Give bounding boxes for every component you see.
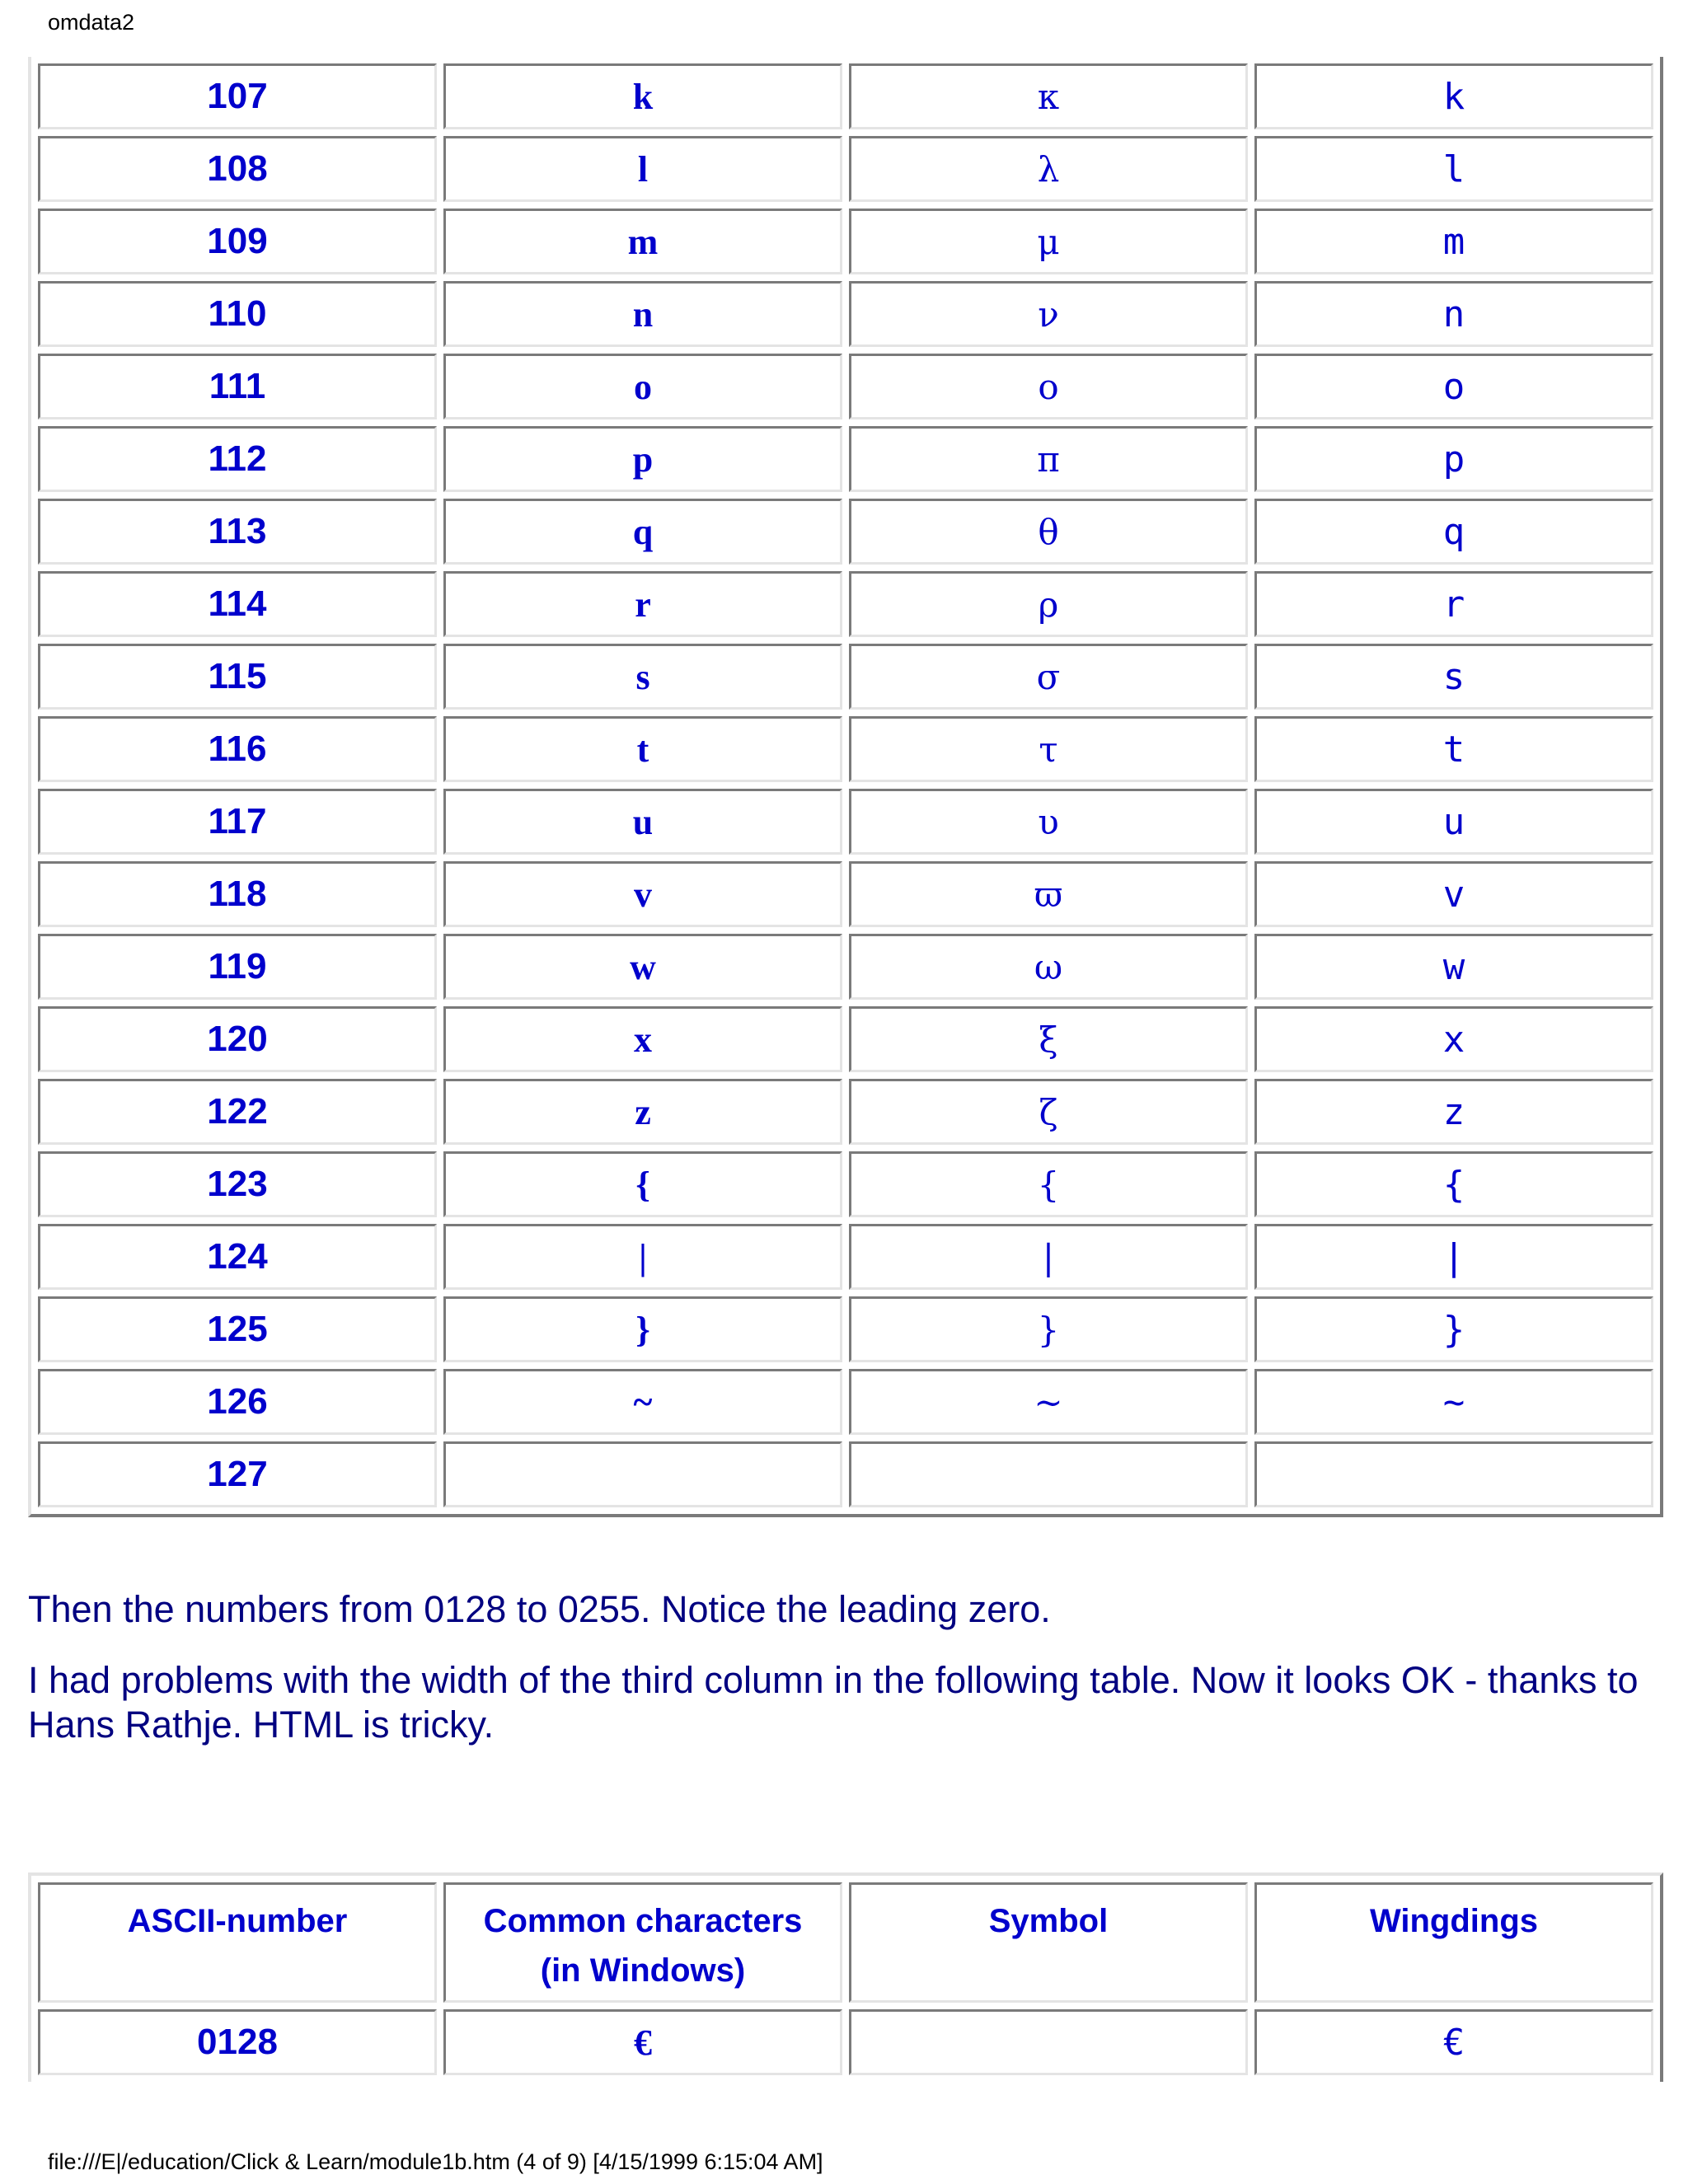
common-char-cell: s — [443, 644, 842, 710]
table-row — [38, 644, 1653, 710]
common-char-cell: m — [443, 209, 842, 274]
wingdings-char-cell: u — [1254, 789, 1653, 855]
ascii-number-cell: 110 — [38, 281, 437, 347]
header-wingdings — [1254, 1882, 1653, 2003]
table-row — [38, 354, 1653, 419]
ascii-number-cell: 124 — [38, 1224, 437, 1290]
common-char-cell: r — [443, 571, 842, 637]
symbol-char-cell: σ — [849, 644, 1248, 710]
wingdings-char-cell: r — [1254, 571, 1653, 637]
wingdings-char-cell: x — [1254, 1006, 1653, 1072]
table-row — [38, 2009, 1653, 2075]
wingdings-char-cell: k — [1254, 63, 1653, 129]
page-footer: file:///E|/education/Click & Learn/module1b.htm (4 of 9) [4/15/1999 6:15:04 AM] — [48, 2149, 823, 2174]
symbol-char-cell: υ — [849, 789, 1248, 855]
wingdings-char-cell: m — [1254, 209, 1653, 274]
ascii-number-cell: 123 — [38, 1151, 437, 1217]
header-common-line1: Common characters — [483, 1903, 803, 1939]
ascii-number-cell: 111 — [38, 354, 437, 419]
ascii-number-cell: 118 — [38, 861, 437, 927]
table-row — [38, 136, 1653, 202]
wingdings-char-cell: w — [1254, 934, 1653, 1000]
symbol-char-cell: μ — [849, 209, 1248, 274]
wingdings-char-cell: p — [1254, 426, 1653, 492]
common-char-cell: o — [443, 354, 842, 419]
wingdings-char-cell: € — [1254, 2009, 1653, 2075]
common-char-cell — [443, 1441, 842, 1507]
header-symbol — [849, 1882, 1248, 2003]
common-char-cell: k — [443, 63, 842, 129]
table-row — [38, 861, 1653, 927]
common-char-cell: n — [443, 281, 842, 347]
header-ascii-number — [38, 1882, 437, 2003]
common-char-cell: ~ — [443, 1369, 842, 1435]
common-char-cell: t — [443, 716, 842, 782]
table-row — [38, 571, 1653, 637]
ascii-number-cell: 112 — [38, 426, 437, 492]
ascii-number-cell: 122 — [38, 1079, 437, 1145]
table-row — [38, 499, 1653, 565]
table-row — [38, 63, 1653, 129]
ascii-number-cell: 125 — [38, 1296, 437, 1362]
symbol-char-cell: ω — [849, 934, 1248, 1000]
wingdings-char-cell — [1254, 1441, 1653, 1507]
wingdings-char-cell: s — [1254, 644, 1653, 710]
common-char-cell: z — [443, 1079, 842, 1145]
wingdings-char-cell: n — [1254, 281, 1653, 347]
symbol-char-cell: } — [849, 1296, 1248, 1362]
table-row — [38, 1369, 1653, 1435]
header-ascii-number-label: ASCII-number — [127, 1903, 348, 1939]
table-row — [38, 281, 1653, 347]
table-row — [38, 789, 1653, 855]
table-row — [38, 934, 1653, 1000]
wingdings-char-cell: t — [1254, 716, 1653, 782]
common-char-cell: € — [443, 2009, 842, 2075]
symbol-char-cell: π — [849, 426, 1248, 492]
wingdings-char-cell: ~ — [1254, 1369, 1653, 1435]
wingdings-char-cell: q — [1254, 499, 1653, 565]
table-row — [38, 1006, 1653, 1072]
ascii-table-bottom — [28, 1872, 1663, 2082]
common-char-cell: v — [443, 861, 842, 927]
header-common-characters — [443, 1882, 842, 2003]
common-char-cell: q — [443, 499, 842, 565]
wingdings-char-cell: o — [1254, 354, 1653, 419]
common-char-cell: | — [443, 1224, 842, 1290]
ascii-number-cell: 0128 — [38, 2009, 437, 2075]
ascii-number-cell: 115 — [38, 644, 437, 710]
symbol-char-cell: θ — [849, 499, 1248, 565]
common-char-cell: x — [443, 1006, 842, 1072]
common-char-cell: p — [443, 426, 842, 492]
common-char-cell: l — [443, 136, 842, 202]
common-char-cell: w — [443, 934, 842, 1000]
table-row — [38, 1224, 1653, 1290]
wingdings-char-cell: { — [1254, 1151, 1653, 1217]
ascii-number-cell: 114 — [38, 571, 437, 637]
common-char-cell: u — [443, 789, 842, 855]
common-char-cell: { — [443, 1151, 842, 1217]
symbol-char-cell: λ — [849, 136, 1248, 202]
header-wingdings-label: Wingdings — [1369, 1903, 1539, 1939]
wingdings-char-cell: } — [1254, 1296, 1653, 1362]
ascii-number-cell: 107 — [38, 63, 437, 129]
ascii-table-top — [28, 57, 1663, 1517]
table-row — [38, 716, 1653, 782]
symbol-char-cell: ρ — [849, 571, 1248, 637]
table-row — [38, 1151, 1653, 1217]
symbol-char-cell: ο — [849, 354, 1248, 419]
header-symbol-label: Symbol — [988, 1903, 1109, 1939]
symbol-char-cell: ξ — [849, 1006, 1248, 1072]
header-common-line2: (in Windows) — [540, 1952, 746, 1989]
ascii-number-cell: 127 — [38, 1441, 437, 1507]
table-header-row — [38, 1882, 1653, 2003]
wingdings-char-cell: z — [1254, 1079, 1653, 1145]
table-row — [38, 1296, 1653, 1362]
ascii-number-cell: 120 — [38, 1006, 437, 1072]
symbol-char-cell: κ — [849, 63, 1248, 129]
symbol-char-cell — [849, 1441, 1248, 1507]
wingdings-char-cell: v — [1254, 861, 1653, 927]
table-row — [38, 209, 1653, 274]
ascii-number-cell: 119 — [38, 934, 437, 1000]
symbol-char-cell: ~ — [849, 1369, 1248, 1435]
ascii-number-cell: 126 — [38, 1369, 437, 1435]
symbol-char-cell — [849, 2009, 1248, 2075]
symbol-char-cell: ϖ — [849, 861, 1248, 927]
ascii-number-cell: 109 — [38, 209, 437, 274]
ascii-number-cell: 116 — [38, 716, 437, 782]
table-row — [38, 1441, 1653, 1507]
ascii-table-top-body — [38, 63, 1653, 1507]
symbol-char-cell: ν — [849, 281, 1248, 347]
ascii-number-cell: 113 — [38, 499, 437, 565]
symbol-char-cell: τ — [849, 716, 1248, 782]
symbol-char-cell: ζ — [849, 1079, 1248, 1145]
wingdings-char-cell: l — [1254, 136, 1653, 202]
page-header: omdata2 — [48, 10, 135, 35]
ascii-table-bottom-body — [38, 1882, 1653, 2075]
wingdings-char-cell: | — [1254, 1224, 1653, 1290]
table-row — [38, 426, 1653, 492]
paragraph-column-width: I had problems with the width of the third column in the following table. Now it looks OK - thanks to Hans Rathje. HTML is tricky. — [28, 1659, 1639, 1746]
symbol-char-cell: | — [849, 1224, 1248, 1290]
ascii-number-cell: 117 — [38, 789, 437, 855]
paragraph-leading-zero: Then the numbers from 0128 to 0255. Notice the leading zero. — [28, 1588, 1051, 1630]
table-row — [38, 1079, 1653, 1145]
ascii-number-cell: 108 — [38, 136, 437, 202]
symbol-char-cell: { — [849, 1151, 1248, 1217]
common-char-cell: } — [443, 1296, 842, 1362]
